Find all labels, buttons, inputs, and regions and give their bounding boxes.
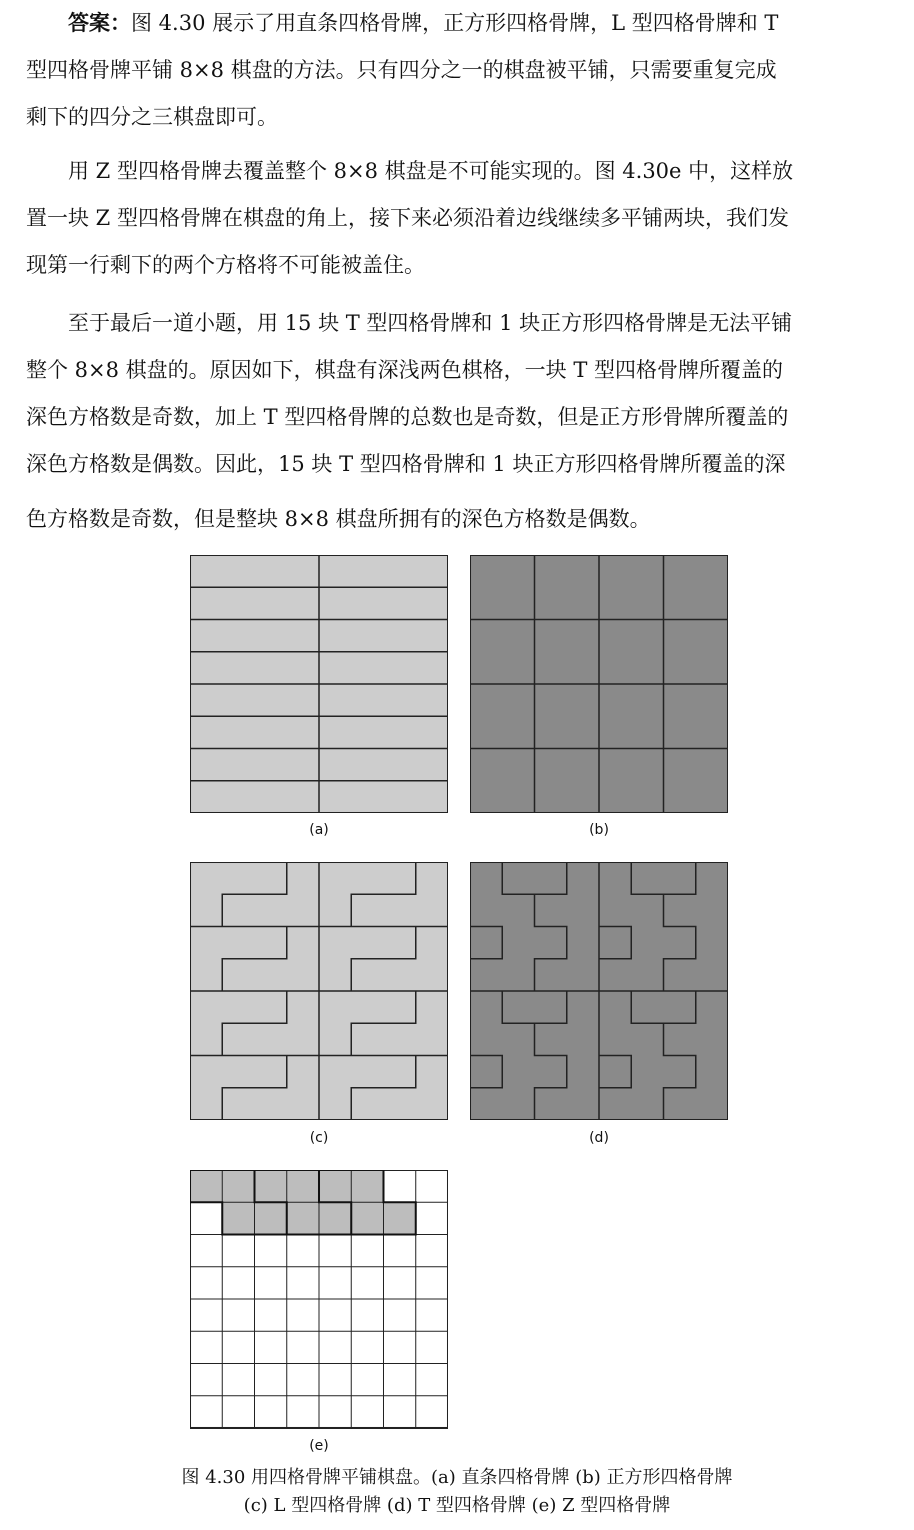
paragraph-1-line-2: 型四格骨牌平铺 8×8 棋盘的方法。只有四分之一的棋盘被平铺，只需要重复完成 [26, 58, 777, 82]
caption-line-2: (c) L 型四格骨牌 (d) T 型四格骨牌 (e) Z 型四格骨牌 [243, 1495, 671, 1516]
figure-a-straight-tiling [190, 555, 448, 813]
paragraph-3 [26, 300, 892, 543]
paragraph-3-line-4: 深色方格数是偶数。因此，15 块 T 型四格骨牌和 1 块正方形四格骨牌所覆盖的深 [26, 452, 786, 476]
label-e: (e) [309, 1438, 329, 1454]
paragraph-3-line-2: 整个 8×8 棋盘的。原因如下，棋盘有深浅两色棋格，一块 T 型四格骨牌所覆盖的 [26, 358, 784, 382]
paragraph-1-line-1: 答案：图 4.30 展示了用直条四格骨牌，正方形四格骨牌，L 型四格骨牌和 T [68, 11, 779, 35]
label-c: (c) [309, 1130, 329, 1146]
paragraph-2-line-2: 置一块 Z 型四格骨牌在棋盘的角上，接下来必须沿着边线继续多平铺两块，我们发 [26, 206, 789, 230]
paragraph-3-line-1: 至于最后一道小题，用 15 块 T 型四格骨牌和 1 块正方形四格骨牌是无法平铺 [68, 311, 793, 335]
paragraph-3-line-5: 色方格数是奇数，但是整块 8×8 棋盘所拥有的深色方格数是偶数。 [26, 507, 651, 531]
figure-c-l-tiling [190, 862, 448, 1120]
answer-lead: 答案： [68, 11, 131, 35]
label-b: (b) [589, 822, 609, 838]
paragraph-2 [26, 148, 892, 289]
paragraph-3-line-3: 深色方格数是奇数，加上 T 型四格骨牌的总数也是奇数，但是正方形骨牌所覆盖的 [26, 405, 789, 429]
paragraph-1 [26, 0, 892, 141]
figure-d-t-tiling [470, 862, 728, 1120]
label-d: (d) [589, 1130, 609, 1146]
caption-line-1: 图 4.30 用四格骨牌平铺棋盘。(a) 直条四格骨牌 (b) 正方形四格骨牌 [181, 1467, 733, 1488]
figure-e-z-attempt [190, 1170, 448, 1430]
figure-b-square-tiling [470, 555, 728, 813]
label-a: (a) [309, 822, 329, 838]
paragraph-1-line-3: 剩下的四分之三棋盘即可。 [26, 105, 278, 129]
figure-caption [0, 1464, 914, 1520]
paragraph-2-line-3: 现第一行剩下的两个方格将不可能被盖住。 [26, 253, 425, 277]
paragraph-2-line-1: 用 Z 型四格骨牌去覆盖整个 8×8 棋盘是不可能实现的。图 4.30e 中，这样放 [68, 159, 794, 183]
